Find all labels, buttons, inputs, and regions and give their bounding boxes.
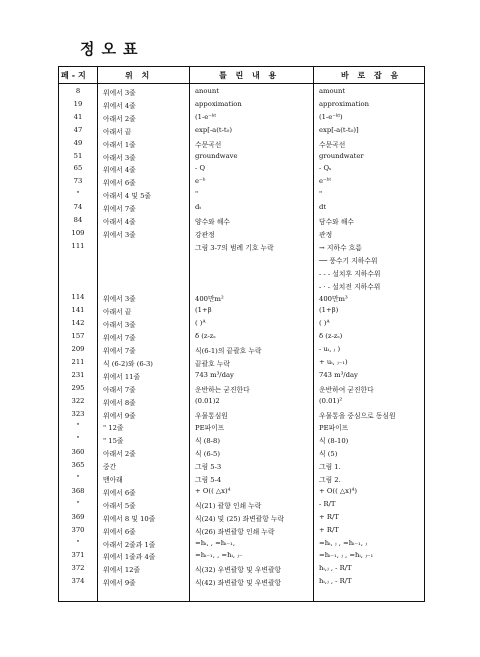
cell-right: ── 풍수기 지하수위 xyxy=(319,256,378,265)
cell-page: 51 xyxy=(73,151,83,160)
cell-right: 식 (8-10) xyxy=(319,437,349,446)
cell-page: 73 xyxy=(73,177,83,186)
header-page: 페-지 xyxy=(61,71,89,80)
cell-page: " xyxy=(76,422,80,431)
cell-page: 84 xyxy=(73,216,83,224)
cell-wrong: 운반하는 굳진한다 xyxy=(195,385,250,394)
cell-right: - - - 설치후 지하수위 xyxy=(319,269,381,278)
cell-wrong: =hᵢ, , =hᵢ₋₁, xyxy=(195,538,235,547)
cell-position: 위에서 4줄 xyxy=(103,166,136,175)
cell-right: (0.01)² xyxy=(319,396,343,405)
page-title: 정오표 xyxy=(80,40,145,58)
cell-position: 아래서 7줄 xyxy=(103,385,136,394)
cell-right: - Qₛ xyxy=(319,164,332,173)
cell-wrong: - Q xyxy=(195,164,206,173)
cell-page: 374 xyxy=(71,577,85,586)
cell-right: (1-e⁻ᵏᵗ) xyxy=(319,112,343,121)
cell-wrong: dₜ xyxy=(195,203,202,212)
cell-right: + R/T xyxy=(319,525,339,534)
cell-page: 74 xyxy=(73,203,83,212)
cell-right: exp[-a(t-t₀)] xyxy=(319,125,359,134)
cell-position: 위에서 12줄 xyxy=(103,566,141,575)
cell-wrong: 끝괄호 누락 xyxy=(195,359,230,368)
column-divider xyxy=(189,67,190,601)
cell-right: - uᵢ, ⱼ ) xyxy=(319,345,341,353)
cell-right: + O(( △x)⁴) xyxy=(319,486,357,495)
cell-position: 맨아래 xyxy=(103,476,123,484)
cell-position: 아래서 5줄 xyxy=(103,501,136,510)
column-divider xyxy=(97,67,98,601)
cell-right: - · - 설치전 지하수위 xyxy=(319,282,381,291)
cell-wrong: exp[-a(t-t₀) xyxy=(195,125,232,134)
cell-wrong: ( )ᴬ xyxy=(195,319,206,328)
cell-right: amount xyxy=(319,87,346,95)
cell-wrong: 강관정 xyxy=(195,230,215,239)
cell-right: =hᵢ, ⱼ , =hᵢ₋₁, ⱼ xyxy=(319,538,367,547)
cell-page: 49 xyxy=(73,138,83,147)
cell-wrong: 식(21) 괄향 인쇄 누락 xyxy=(195,501,262,510)
cell-wrong: 그림 5-4 xyxy=(195,476,222,484)
cell-right: =hᵢ₋₁, ⱼ , =hᵢ, ⱼ₋₁ xyxy=(319,551,374,560)
cell-page: 371 xyxy=(71,551,85,560)
cell-right: 담수와 해수 xyxy=(319,218,354,226)
cell-wrong: 743 m³/day xyxy=(195,370,234,379)
cell-right: 식 (5) xyxy=(319,450,338,459)
cell-page: " xyxy=(76,190,80,199)
cell-wrong: 식 (8-8) xyxy=(195,437,220,446)
cell-wrong: =hᵢ₋₁, , =hᵢ, ⱼ₋ xyxy=(195,551,243,560)
cell-right: (1+β) xyxy=(319,306,339,315)
cell-page: 365 xyxy=(71,461,85,470)
cell-wrong: 수문곡선 xyxy=(195,140,222,149)
cell-position: 아래서 끝 xyxy=(103,308,132,317)
cell-position: 아래서 2줄 xyxy=(103,450,136,459)
cell-right: - R/T xyxy=(319,499,336,508)
cell-page: 322 xyxy=(71,396,85,405)
cell-wrong: (1-e⁻ᵏᵗ xyxy=(195,112,217,121)
header-right: 바 로 잡 음 xyxy=(341,71,402,80)
cell-position: 아래서 4줄 xyxy=(103,218,136,226)
cell-right: approximation xyxy=(319,99,369,108)
cell-page: 360 xyxy=(71,448,85,457)
cell-position: 아래서 끝 xyxy=(103,127,132,136)
cell-position: 아래서 1줄 xyxy=(103,140,136,149)
cell-wrong: 식(32) 우변괄항 및 우변괄항 xyxy=(195,566,282,575)
cell-position: 위에서 7줄 xyxy=(103,347,136,355)
cell-wrong: 식(42) 좌변괄항 및 우변괄항 xyxy=(195,579,282,588)
table-header xyxy=(59,67,424,84)
cell-right: 운반하여 굳진한다 xyxy=(319,385,374,394)
cell-page: 231 xyxy=(71,370,85,379)
cell-page: 109 xyxy=(71,228,85,237)
cell-right: δ (z-zₛ) xyxy=(319,332,343,341)
cell-position: 위에서 9줄 xyxy=(103,579,136,588)
cell-position: " 12줄 xyxy=(103,424,124,433)
cell-right: e⁻ᵇᵗ xyxy=(319,177,332,186)
cell-right: 관정 xyxy=(319,230,333,239)
cell-page: 19 xyxy=(73,99,83,108)
cell-right: 그림 2. xyxy=(319,476,341,484)
cell-wrong: PE파이프 xyxy=(195,424,225,433)
cell-wrong: 식(6-1)의 끝괄호 누락 xyxy=(195,347,262,355)
cell-page: 47 xyxy=(73,125,83,134)
cell-wrong: 양수와 해수 xyxy=(195,218,230,226)
cell-page: 295 xyxy=(71,383,85,392)
cell-wrong: 식 (6-5) xyxy=(195,450,220,459)
cell-right: + R/T xyxy=(319,512,339,521)
cell-right: groundwater xyxy=(319,151,364,160)
cell-wrong: " xyxy=(195,190,199,199)
cell-position: 위에서 7줄 xyxy=(103,334,136,343)
cell-page: " xyxy=(76,435,80,444)
cell-page: " xyxy=(76,538,80,547)
cell-page: 370 xyxy=(71,525,85,534)
cell-right: " xyxy=(319,190,323,199)
cell-page: " xyxy=(76,474,80,482)
cell-position: 위에서 4줄 xyxy=(103,101,136,110)
cell-wrong: (1+β xyxy=(195,306,212,315)
cell-right: 400만m³ xyxy=(319,295,348,304)
cell-page: 65 xyxy=(73,164,83,173)
cell-page: 368 xyxy=(71,486,85,495)
cell-page: 209 xyxy=(71,345,85,353)
cell-position: 위에서 7줄 xyxy=(103,205,136,214)
cell-position: 위에서 1줄과 4줄 xyxy=(103,553,156,562)
cell-wrong: anount xyxy=(195,87,220,95)
cell-page: 8 xyxy=(75,87,81,95)
cell-position: 위에서 3줄 xyxy=(103,295,136,304)
cell-wrong: appoximation xyxy=(195,99,242,108)
cell-position: 아래서 2줄 xyxy=(103,114,136,123)
cell-position: 위에서 11줄 xyxy=(103,372,141,381)
cell-wrong: 400만m² xyxy=(195,295,224,304)
cell-wrong: (0.01)2 xyxy=(195,396,220,405)
cell-right: → 지하수 흐름 xyxy=(319,243,362,252)
cell-page: 323 xyxy=(71,409,85,418)
cell-position: 아래서 4 및 5줄 xyxy=(103,192,151,201)
cell-right: PE파이프 xyxy=(319,424,349,433)
cell-position: " 15줄 xyxy=(103,437,124,446)
cell-position: 위에서 6줄 xyxy=(103,527,136,536)
cell-right: 수문곡선 xyxy=(319,140,346,149)
cell-wrong: δ (z-zₛ xyxy=(195,332,216,341)
cell-position: 중간 xyxy=(103,463,117,472)
cell-wrong: 그림 3-7의 범례 기호 누락 xyxy=(195,243,274,252)
cell-position: 위에서 3줄 xyxy=(103,230,136,239)
cell-right: ( )ᴬ xyxy=(319,319,330,328)
cell-position: 위에서 9줄 xyxy=(103,411,136,420)
cell-page: 369 xyxy=(71,512,85,521)
cell-wrong: 우물통심원 xyxy=(195,411,228,420)
cell-page: 141 xyxy=(71,306,85,315)
cell-position: 위에서 6줄 xyxy=(103,179,136,188)
errata-table xyxy=(58,66,425,602)
cell-right: dt xyxy=(319,203,327,212)
cell-right: + uᵢ, ⱼ₋₁) xyxy=(319,357,348,366)
cell-position: 아래서 3줄 xyxy=(103,153,136,162)
cell-wrong: 그림 5-3 xyxy=(195,463,222,472)
cell-page: 41 xyxy=(73,112,83,121)
cell-page: 372 xyxy=(71,564,85,573)
cell-position: 아래서 2줄과 1줄 xyxy=(103,540,156,549)
cell-wrong: + O(( △x)⁴ xyxy=(195,486,231,495)
cell-right: 743 m³/day xyxy=(319,370,358,379)
cell-page: 111 xyxy=(71,241,85,250)
cell-right: hᵢ,ⱼ , - R/T xyxy=(319,577,352,586)
cell-position: 위에서 8 및 10줄 xyxy=(103,514,156,523)
cell-wrong: 식(26) 좌변괄항 인쇄 누락 xyxy=(195,527,275,536)
column-divider xyxy=(313,67,314,601)
cell-position: 위에서 8줄 xyxy=(103,398,136,407)
cell-page: 157 xyxy=(71,332,85,341)
cell-right: hᵢ,ⱼ , - R/T xyxy=(319,564,352,573)
cell-wrong: 식(24) 및 (25) 좌변괄항 누락 xyxy=(195,514,285,523)
header-position: 위 치 xyxy=(125,71,153,80)
header-wrong: 틀 린 내 용 xyxy=(219,71,280,80)
cell-position: 위에서 6줄 xyxy=(103,488,136,497)
cell-right: 그림 1. xyxy=(319,463,341,472)
cell-page: 114 xyxy=(71,293,85,302)
cell-position: 아래서 3줄 xyxy=(103,321,136,330)
cell-position: 식 (6-2)와 (6-3) xyxy=(103,359,153,368)
cell-page: " xyxy=(76,499,80,508)
cell-wrong: e⁻ᵇ xyxy=(195,177,206,186)
cell-page: 211 xyxy=(71,357,85,366)
cell-page: 142 xyxy=(71,319,85,328)
cell-wrong: groundwave xyxy=(195,151,238,160)
cell-right: 우물통을 중심으로 동심원 xyxy=(319,411,396,420)
cell-position: 위에서 3줄 xyxy=(103,89,136,97)
